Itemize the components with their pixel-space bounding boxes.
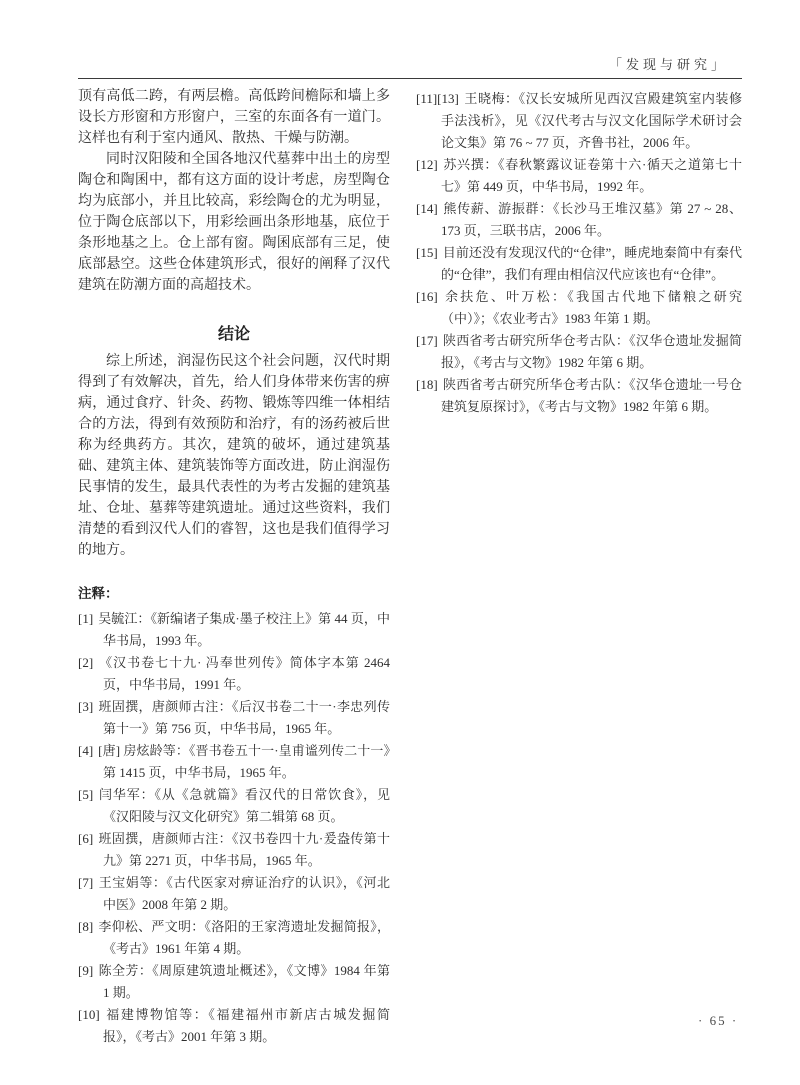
note-item	[78, 828, 390, 872]
note-item	[78, 652, 390, 696]
note-marker: [3]	[78, 699, 94, 714]
page-content	[78, 0, 742, 1048]
section-heading-conclusion: 结论	[217, 326, 250, 343]
note-text: 目前还没有发现汉代的“仓律”，睡虎地秦简中有秦代的“仓律”，我们有理由相信汉代应该也有“仓律”。	[441, 245, 742, 282]
note-text: 班固撰，唐颜师古注：《汉书卷四十九·爰盎传第十九》第 2271 页，中华书局，1965 年。	[98, 831, 390, 868]
note-text: 吴毓江：《新编诸子集成·墨子校注上》第 44 页，中华书局，1993 年。	[98, 611, 390, 648]
page-number: · 65 ·	[698, 1013, 739, 1028]
body-paragraph: 顶有高低二跨，有两层檐。高低跨间檐际和墙上多设长方形窗和方形窗户，三室的东面各有一道门。这样也有利于室内通风、散热、干燥与防潮。	[78, 89, 390, 146]
note-item	[78, 872, 390, 916]
note-text: 王宝娟等：《古代医家对痹证治疗的认识》，《河北中医》2008 年第 2 期。	[98, 875, 390, 912]
note-text: 陈全芳：《周原建筑遗址概述》，《文博》1984 年第 1 期。	[98, 963, 390, 1000]
note-text: 余扶危、叶万松：《我国古代地下储粮之研究（中）》；《农业考古》1983 年第 1 期。	[441, 289, 742, 326]
note-item	[416, 198, 742, 242]
note-text: 李仰松、严文明：《洛阳的王家湾遗址发掘简报》，《考古》1961 年第 4 期。	[98, 919, 390, 956]
notes-list-left	[78, 608, 390, 1048]
note-item	[416, 242, 742, 286]
note-item	[78, 916, 390, 960]
note-marker: [16]	[416, 289, 438, 304]
note-marker: [5]	[78, 787, 94, 802]
page-header	[78, 0, 742, 79]
notes-title: 注释：	[78, 586, 119, 601]
note-item	[416, 374, 742, 418]
conclusion-paragraph: 综上所述，润湿伤民这个社会问题，汉代时期得到了有效解决，首先，给人们身体带来伤害的痹病，通过食疗、针灸、药物、锻炼等四维一体相结合的方法，得到有效预防和治疗，有的汤药被后世称为经典药方。其次，建筑的破坏，通过建筑基础、建筑主体、建筑装饰等方面改进，防止润湿伤民事情的发生，最具代表性的为考古发掘的建筑基址、仓址、墓葬等建筑遗址。通过这些资料，我们清楚的看到汉代人们的睿智，这也是我们值得学习的地方。	[78, 354, 390, 558]
note-text: 闫华军：《从《急就篇》看汉代的日常饮食》，见《汉阳陵与汉文化研究》第二辑第 68 页。	[98, 787, 390, 824]
note-marker: [7]	[78, 875, 94, 890]
note-text: 陕西省考古研究所华仓考古队：《汉华仓遗址一号仓建筑复原探讨》，《考古与文物》1982 年第 6 期。	[441, 377, 742, 414]
note-marker: [10]	[78, 1007, 100, 1022]
note-item	[78, 960, 390, 1004]
note-marker: [11][13]	[416, 91, 459, 106]
body-paragraph: 同时汉阳陵和全国各地汉代墓葬中出土的房型陶仓和陶囷中，都有这方面的设计考虑，房型陶仓均为底部小，并且比较高，彩绘陶仓的尤为明显，位于陶仓底部以下，用彩绘画出条形地基，底位于条形地基之上。仓上部有窗。陶囷底部有三足，使底部悬空。这些仓体建筑形式，很好的阐释了汉代建筑在防潮方面的高超技术。	[78, 152, 390, 293]
note-text: [唐] 房炫龄等：《晋书卷五十一·皇甫谧列传二十一》第 1415 页，中华书局，1965 年。	[98, 743, 390, 780]
note-marker: [14]	[416, 201, 438, 216]
note-text: 熊传薪、游振群：《长沙马王堆汉墓》第 27 ~ 28、173 页，三联书店，2006 年。	[441, 201, 742, 238]
note-item	[78, 1004, 390, 1048]
note-marker: [15]	[416, 245, 438, 260]
note-text: 《汉书卷七十九· 冯奉世列传》简体字本第 2464 页，中华书局，1991 年。	[98, 655, 390, 692]
note-marker: [2]	[78, 655, 94, 670]
note-marker: [18]	[416, 377, 438, 392]
note-marker: [4]	[78, 743, 94, 758]
note-item	[78, 608, 390, 652]
note-item	[416, 330, 742, 374]
note-item	[78, 784, 390, 828]
note-text: 福建博物馆等：《福建福州市新店古城发掘简报》，《考古》2001 年第 3 期。	[103, 1007, 390, 1044]
note-text: 王晓梅：《汉长安城所见西汉宫殿建筑室内装修手法浅析》，见《汉代考古与汉文化国际学术研讨会论文集》第 76 ~ 77 页，齐鲁书社，2006 年。	[441, 91, 742, 150]
note-marker: [1]	[78, 611, 94, 626]
note-item	[416, 88, 742, 154]
note-item	[416, 286, 742, 330]
two-column-layout	[78, 86, 742, 1048]
running-title: 「发现与研究」	[608, 57, 728, 72]
note-item	[78, 740, 390, 784]
note-marker: [8]	[78, 919, 94, 934]
right-column	[416, 86, 742, 1048]
note-marker: [12]	[416, 157, 438, 172]
note-item	[78, 696, 390, 740]
note-text: 陕西省考古研究所华仓考古队：《汉华仓遗址发掘简报》，《考古与文物》1982 年第 6 期。	[441, 333, 742, 370]
note-text: 班固撰，唐颜师古注：《后汉书卷二十一·李忠列传第十一》第 756 页，中华书局，1965 年。	[98, 699, 390, 736]
left-column	[78, 86, 390, 1048]
note-marker: [9]	[78, 963, 94, 978]
note-marker: [17]	[416, 333, 438, 348]
note-text: 苏兴撰：《春秋繁露议证卷第十六·循天之道第七十七》第 449 页，中华书局，1992 年。	[441, 157, 742, 194]
note-marker: [6]	[78, 831, 94, 846]
notes-list-right	[416, 88, 742, 418]
note-item	[416, 154, 742, 198]
